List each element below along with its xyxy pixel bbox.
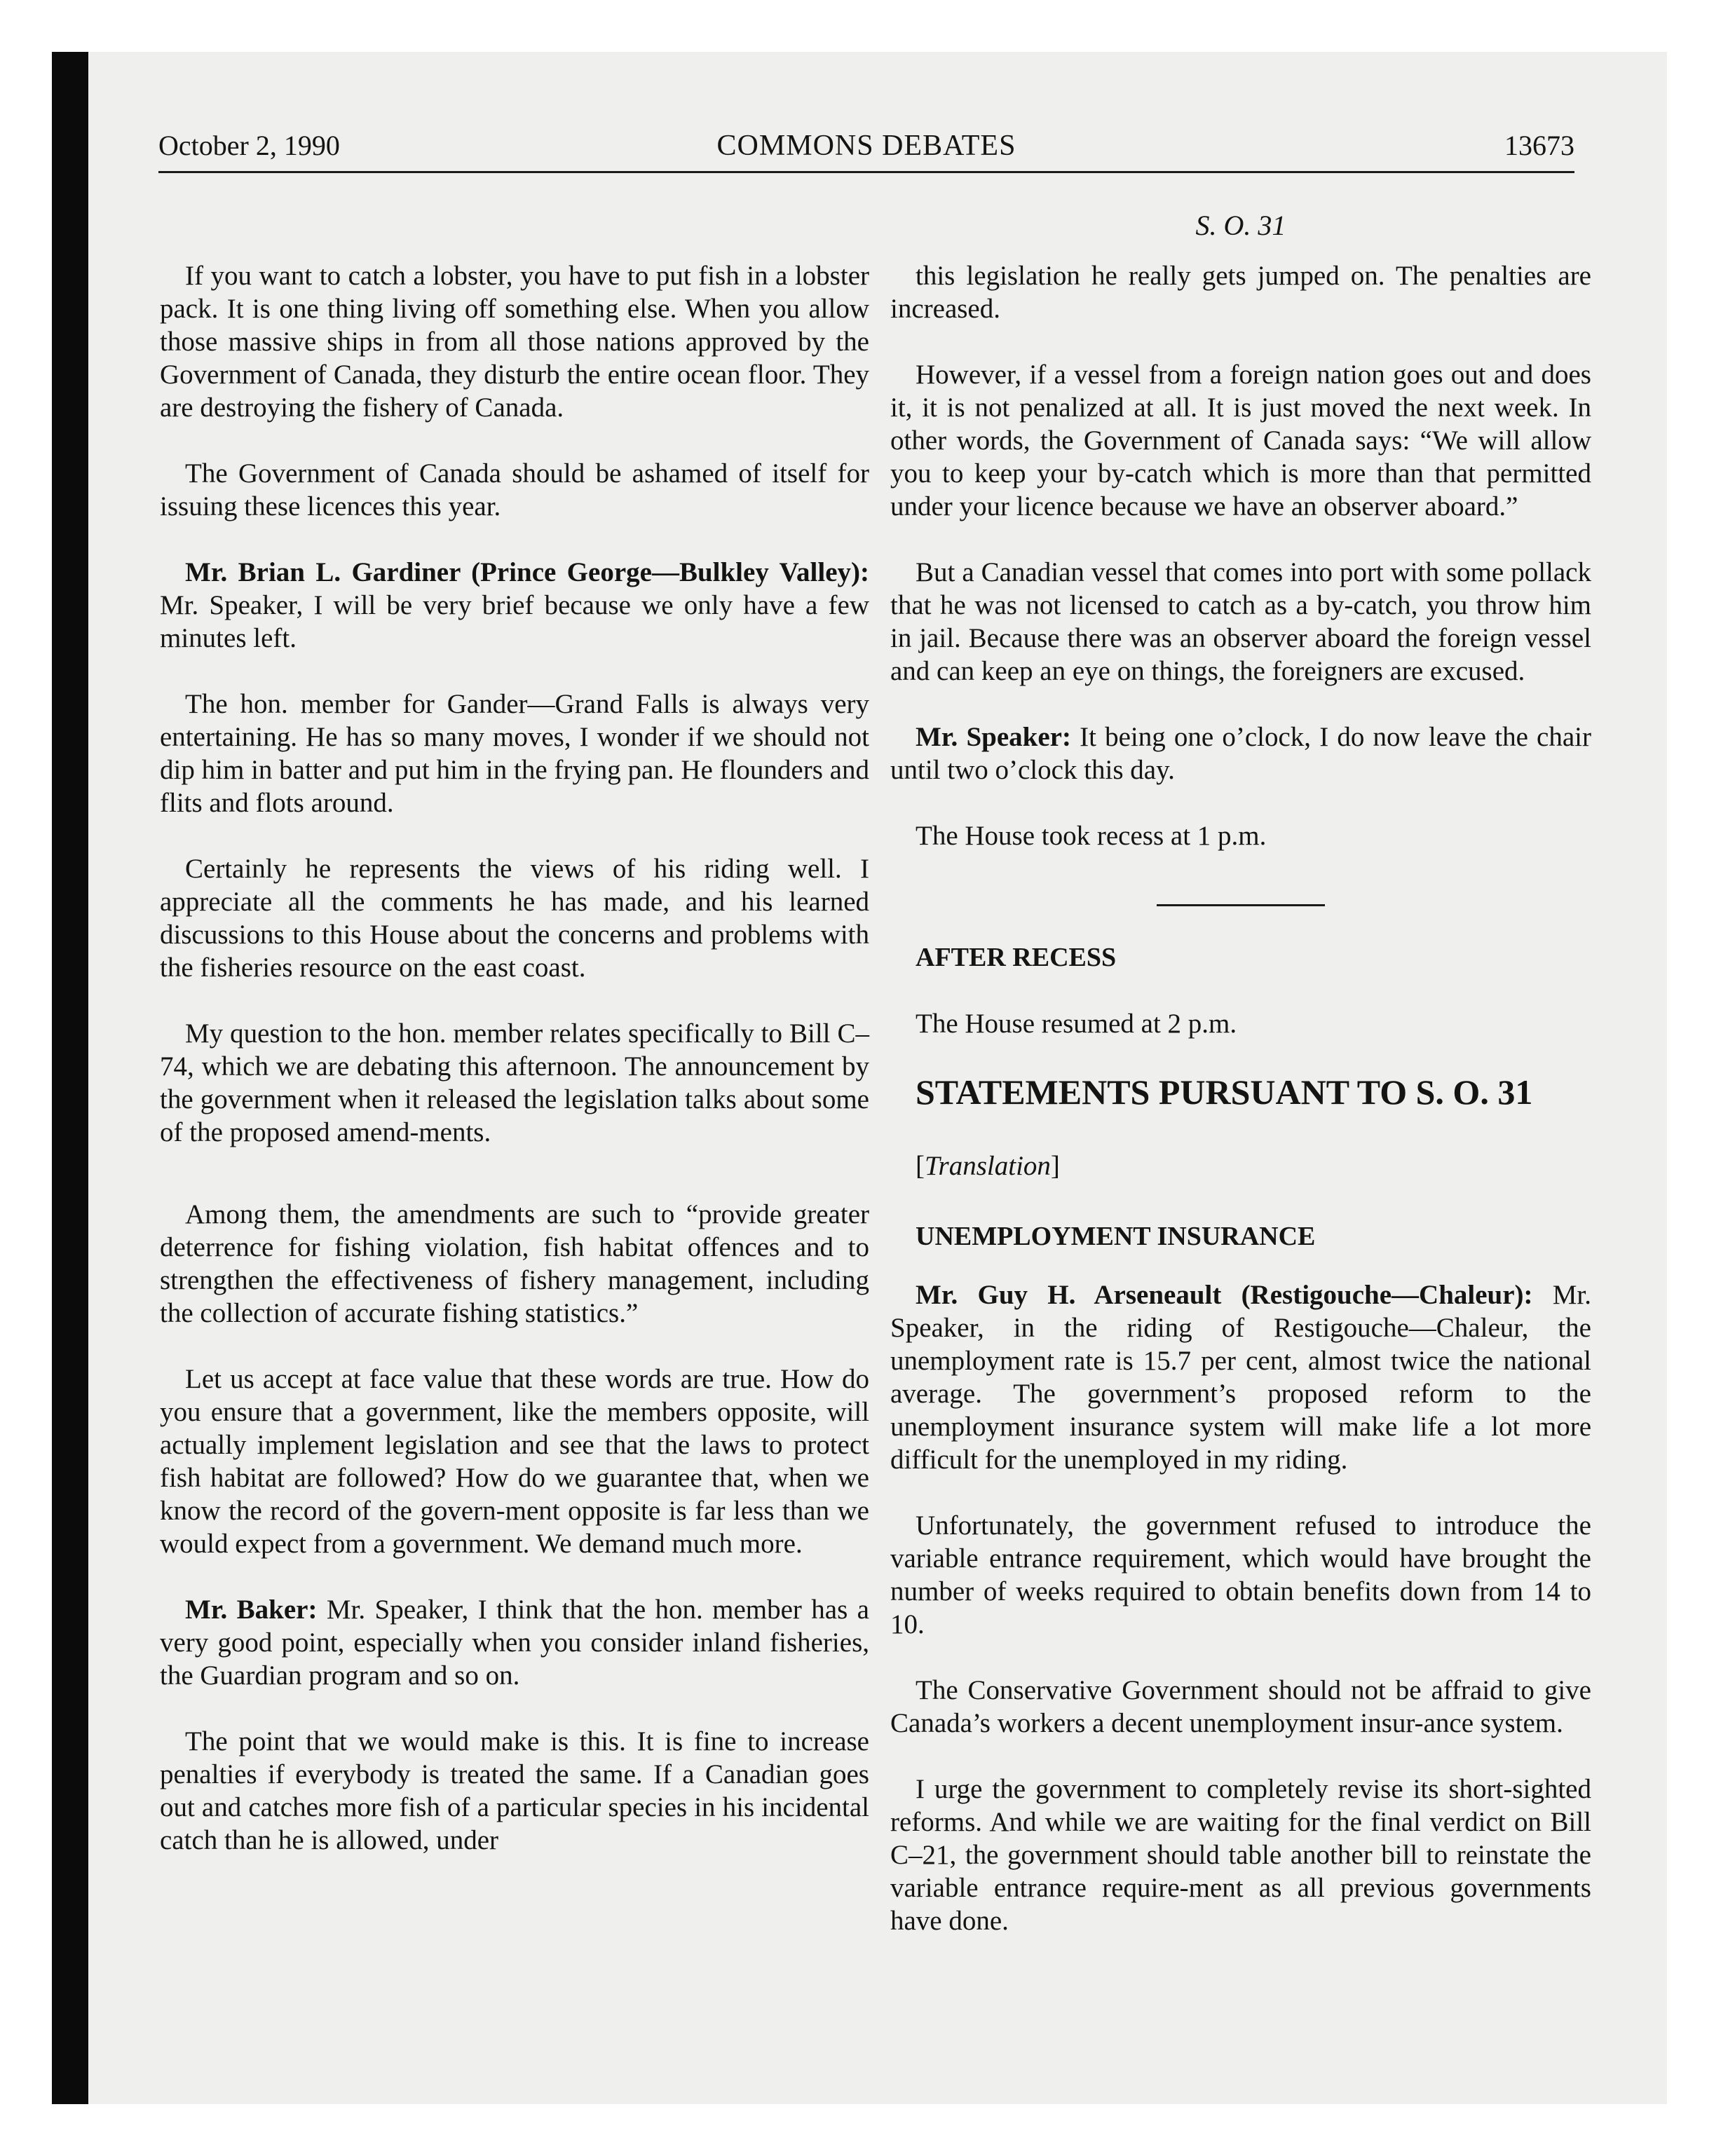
speaker-name: Mr. Guy H. Arseneault (Restigouche—Chaleur): — [916, 1280, 1533, 1310]
speaker-name: Mr. Speaker: — [916, 722, 1071, 752]
paragraph: Let us accept at face value that these words are true. How do you ensure that a government, like the members opposite, will actually implement legislation and see that the laws to protect fish habitat are followed? How do we guarantee that, when we know the record of the govern-ment opposite is far less than we would expect from a government. We demand much more. — [160, 1364, 869, 1559]
speech-text: It being one o’clock, I do now leave the chair until two o’clock this day. — [890, 722, 1591, 785]
left-column — [160, 259, 869, 1857]
translation-label: Translation — [925, 1151, 1051, 1181]
paragraph: However, if a vessel from a foreign nation goes out and does it, it is not penalized at all. It is just moved the next week. In other words, the Government of Canada says: “We will allow you to keep your by-catch which is more than that permitted under your licence because we have an observer aboard.” — [890, 360, 1591, 521]
right-column — [890, 259, 1591, 1937]
speaker-paragraph — [160, 556, 869, 655]
paragraph: The House took recess at 1 p.m. — [916, 821, 1267, 851]
header-page-number: 13673 — [1504, 130, 1574, 161]
speaker-paragraph — [890, 1278, 1591, 1476]
after-recess-heading: AFTER RECESS — [916, 943, 1117, 972]
paragraph: If you want to catch a lobster, you have to put fish in a lobster pack. It is one thing living off something else. When you allow those massive ships in from all those nations approved by the Government of Canada, they disturb the entire ocean floor. They are destroying the fishery of Canada. — [160, 261, 869, 423]
paragraph: Certainly he represents the views of his riding well. I appreciate all the comments he has made, and his learned discussions to this House about the concerns and problems with the fisheries resource on the east coast. — [160, 854, 869, 983]
paragraph: The House resumed at 2 p.m. — [916, 1009, 1237, 1039]
paragraph: Among them, the amendments are such to “provide greater deterrence for fishing violation, fish habitat offences and to strengthen the effectiveness of fishery management, including the collection of accurate fishing statistics.” — [160, 1199, 869, 1328]
speech-text: Mr. Speaker, I think that the hon. member has a very good point, especially when you consider inland fisheries, the Guardian program and so on. — [160, 1595, 869, 1691]
speaker-paragraph — [160, 1593, 869, 1692]
paragraph: The Government of Canada should be ashamed of itself for issuing these licences this year. — [160, 458, 869, 521]
paragraph: Unfortunately, the government refused to introduce the variable entrance requirement, which would have brought the number of weeks required to obtain benefits down from 14 to 10. — [890, 1510, 1591, 1639]
page-header — [158, 129, 1574, 174]
translation-note — [890, 1149, 1591, 1182]
speech-text: Mr. Speaker, I will be very brief because we only have a few minutes left. — [160, 590, 869, 653]
scan-shadow-edge — [52, 52, 88, 2104]
header-rule — [158, 171, 1574, 173]
paragraph: The hon. member for Gander—Grand Falls is always very entertaining. He has so many moves, I wonder if we should not dip him in batter and put him in the frying pan. He flounders and flits and flots around. — [160, 689, 869, 818]
speaker-name: Mr. Baker: — [185, 1595, 318, 1625]
speaker-name: Mr. Brian L. Gardiner (Prince George—Bulkley Valley): — [185, 557, 869, 587]
header-date: October 2, 1990 — [158, 130, 340, 161]
paragraph: But a Canadian vessel that comes into port with some pollack that he was not licensed to catch as a by-catch, you throw him in jail. Because there was an observer aboard the foreign vessel and can keep an eye on things, the foreigners are excused. — [890, 557, 1591, 686]
paragraph: The point that we would make is this. It is fine to increase penalties if everybody is treated the same. If a Canadian goes out and catches more fish of a particular species in his incidental catch than he is allowed, under — [160, 1726, 869, 1855]
speech-text: Mr. Speaker, in the riding of Restigouche—Chaleur, the unemployment rate is 15.7 per cent, almost twice the national average. The government’s proposed reform to the unemployment insurance system will make life a lot more difficult for the unemployed in my riding. — [890, 1280, 1591, 1475]
paragraph: My question to the hon. member relates specifically to Bill C–74, which we are debating this afternoon. The announcement by the government when it released the legislation talks about some of the proposed amend-ments. — [160, 1018, 869, 1147]
speaker-paragraph — [890, 721, 1591, 786]
bracket-close: ] — [1050, 1151, 1060, 1181]
section-divider — [1157, 904, 1325, 906]
header-title: COMMONS DEBATES — [716, 130, 1016, 162]
statements-heading: STATEMENTS PURSUANT TO S. O. 31 — [916, 1072, 1533, 1112]
paragraph: I urge the government to completely revise its short-sighted reforms. And while we are waiting for the final verdict on Bill C–21, the government should table another bill to reinstate the variable entrance require-ment as all previous governments have done. — [890, 1774, 1591, 1936]
subject-heading: UNEMPLOYMENT INSURANCE — [916, 1222, 1316, 1251]
section-label: S. O. 31 — [1195, 210, 1286, 241]
bracket-open: [ — [916, 1151, 925, 1181]
paragraph: this legislation he really gets jumped on. The penalties are increased. — [890, 261, 1591, 324]
paragraph: The Conservative Government should not be affraid to give Canada’s workers a decent unemployment insur-ance system. — [890, 1675, 1591, 1738]
